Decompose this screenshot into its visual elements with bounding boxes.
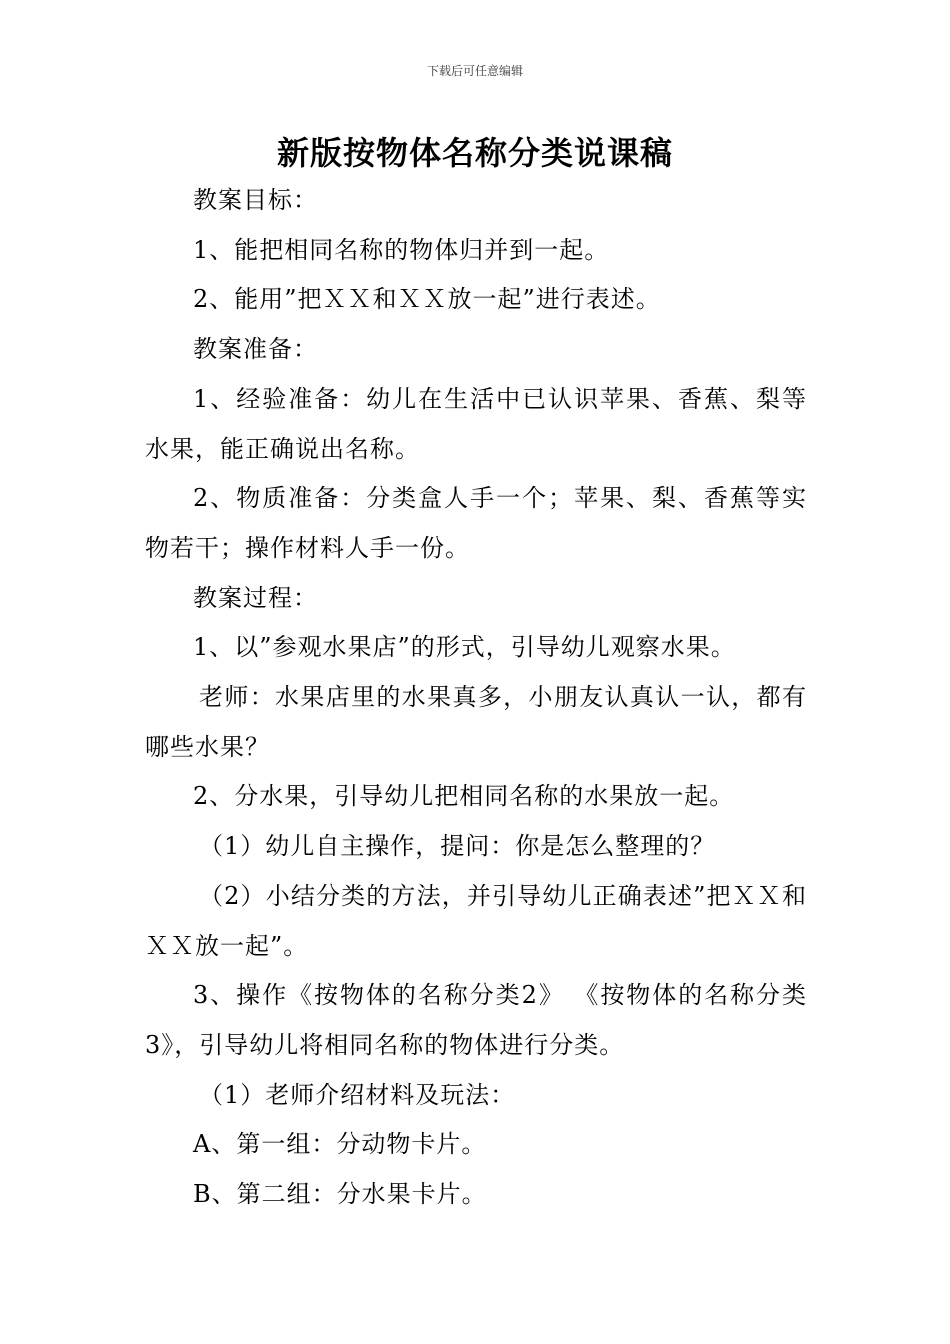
paragraph-prep-heading: 教案准备： <box>193 335 318 364</box>
paragraph-prep-1: 1、经验准备：幼儿在生活中已认识苹果、香蕉、梨等水果，能正确说出名称。 <box>145 384 807 463</box>
paragraph-process-heading: 教案过程： <box>193 583 318 612</box>
paragraph-prep-2: 2、物质准备：分类盒人手一个；苹果、梨、香蕉等实物若干；操作材料人手一份。 <box>145 484 807 562</box>
paragraph-goal-1: 1、能把相同名称的物体归并到一起。 <box>193 235 610 264</box>
paragraph-step-2-2: （2）小结分类的方法，并引导幼儿正确表述”把ＸＸ和ＸＸ放一起”。 <box>145 881 807 960</box>
paragraph-process-3: 3、操作《按物体的名称分类2》 《按物体的名称分类3》，引导幼儿将相同名称的物体进行分类。 <box>145 981 807 1059</box>
paragraph-group-a: A、第一组：分动物卡片。 <box>193 1130 487 1159</box>
paragraph-process-1: 1、以”参观水果店”的形式，引导幼儿观察水果。 <box>193 633 736 662</box>
paragraph-step-3-1: （1）老师介绍材料及玩法： <box>199 1080 516 1109</box>
document-body <box>145 176 807 1220</box>
paragraph-group-b: B、第二组：分水果卡片。 <box>193 1180 487 1209</box>
header-note: 下载后可任意编辑 <box>426 64 523 78</box>
paragraph-process-2: 2、分水果，引导幼儿把相同名称的水果放一起。 <box>193 782 735 811</box>
paragraph-step-2-1: （1）幼儿自主操作，提问：你是怎么整理的？ <box>199 832 716 861</box>
document-title: 新版按物体名称分类说课稿 <box>276 134 673 172</box>
paragraph-teacher-line: 老师：水果店里的水果真多，小朋友认真认一认，都有哪些水果？ <box>145 683 807 761</box>
paragraph-goal-2: 2、能用”把ＸＸ和ＸＸ放一起”进行表述。 <box>193 285 661 314</box>
paragraph-goals-heading: 教案目标： <box>193 186 318 214</box>
